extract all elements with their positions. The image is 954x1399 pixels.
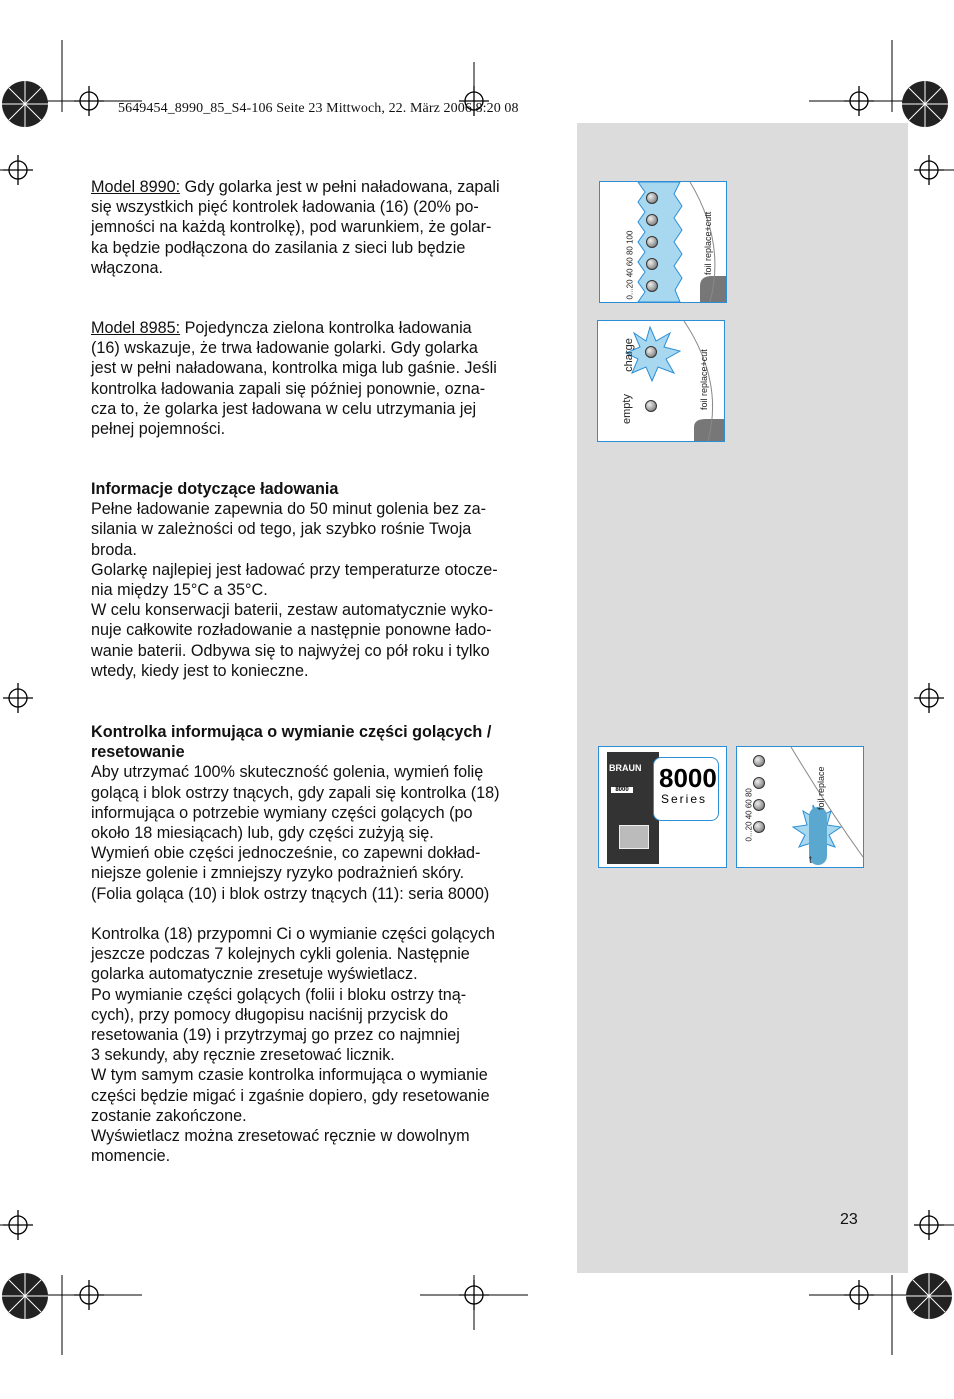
text-line: wtedy, kiedy jest to konieczne.	[91, 661, 309, 680]
text-line: wanie baterii. Odbywa się to najwyżej co pół roku i tylko	[91, 641, 490, 660]
text-line: cych), przy pomocy długopisu naciśnij przycisk do	[91, 1005, 449, 1024]
text-line: około 18 miesiącach) lub, gdy części zużyją się.	[91, 824, 434, 843]
section-model-8990	[91, 177, 551, 278]
fig1-scale-label: 0...20 40 60 80 100	[625, 230, 635, 300]
text-line: zostanie zakończone.	[91, 1106, 247, 1125]
brand-logo: BRAUN	[609, 763, 642, 773]
text-line: nia między 15°C a 35°C.	[91, 581, 268, 600]
foil-cassette-image	[619, 825, 649, 849]
section-model-8985	[91, 318, 551, 439]
fig4-side-label: foil replace	[816, 766, 826, 810]
text-line: informująca o potrzebie wymiany części golących (po	[91, 803, 473, 822]
print-header: 5649454_8990_85_S4-106 Seite 23 Mittwoch, 22. März 2006 8:20 08	[118, 101, 519, 116]
text-line: części będzie migać i zgaśnie dopiero, gdy resetowanie	[91, 1086, 490, 1105]
figure-foil-replace-indicator	[736, 746, 864, 868]
crosshair-tl	[74, 86, 104, 116]
led-20	[753, 821, 765, 833]
text-line: nuje całkowite rozładowanie a następnie ponowne łado-	[91, 621, 492, 640]
text-line: niejsze golenie i zmniejszy ryzyko podrażnień skóry.	[91, 864, 465, 883]
text-line: (16) wskazuje, że trwa ładowanie golarki. Gdy golarka	[91, 339, 478, 358]
text-line: Pojedyncza zielona kontrolka ładowania	[180, 319, 472, 337]
section-heading: Informacje dotyczące ładowania	[91, 480, 339, 498]
figure-charge-led-8985	[597, 320, 725, 442]
text-line: Golarkę najlepiej jest ładować przy temperaturze otocze-	[91, 560, 498, 579]
text-line: ka będzie podłączona do zasilania z sieci lub będzie	[91, 238, 466, 257]
led-80	[646, 214, 658, 226]
led-60	[646, 236, 658, 248]
text-line: W celu konserwacji baterii, zestaw automatycznie wyko-	[91, 601, 494, 620]
section-replace-reset	[91, 722, 551, 1166]
fig1-side-label: foil replace+cutt	[703, 211, 713, 275]
text-line: Kontrolka (18) przypomni Ci o wymianie części golących	[91, 925, 495, 944]
fig4-scale-label: 0...20 40 60 80	[744, 788, 754, 842]
text-line: cza to, że golarka jest ładowana w celu utrzymania jej	[91, 399, 477, 418]
text-line: 3 sekundy, aby ręcznie zresetować licznik.	[91, 1046, 395, 1065]
text-line: Gdy golarka jest w pełni naładowana, zapali	[180, 178, 500, 196]
text-line: (Folia goląca (10) i blok ostrzy tnących (11): seria 8000)	[91, 884, 490, 903]
series-word: Series	[661, 792, 708, 806]
text-line: jest w pełni naładowana, kontrolka miga lub gaśnie. Jeśli	[91, 359, 497, 378]
text-line: się wszystkich pięć kontrolek ładowania (16) (20% po-	[91, 198, 479, 217]
text-line: Aby utrzymać 100% skuteczność golenia, wymień folię	[91, 763, 484, 782]
text-line: resetowania (19) i przytrzymaj go przez co najmniej	[91, 1026, 460, 1045]
figure-charge-leds-8990	[599, 181, 727, 303]
page-number: 23	[840, 1211, 858, 1228]
text-line: broda.	[91, 540, 137, 559]
fig2-side-label: foil replace+cut	[699, 349, 709, 410]
section-heading: Kontrolka informująca o wymianie części golących /	[91, 723, 492, 741]
fig2-charge-label: charge	[622, 338, 635, 372]
text-line: Wymień obie części jednocześnie, co zapewni dokład-	[91, 844, 481, 863]
text-line: Wyświetlacz można zresetować ręcznie w dowolnym	[91, 1127, 470, 1146]
led-40	[646, 258, 658, 270]
text-line: Po wymianie części golących (folii i bloku ostrzy tną-	[91, 985, 467, 1004]
led-empty	[645, 400, 657, 412]
led-20	[646, 280, 658, 292]
fig4-edge-label: t	[809, 855, 812, 866]
figure-braun-8000-pack	[598, 746, 727, 868]
led-60	[753, 777, 765, 789]
text-line: jemności na każdą kontrolkę), pod warunkiem, że golar-	[91, 218, 492, 237]
section-heading: resetowanie	[91, 743, 185, 762]
text-line: jeszcze podczas 7 kolejnych cykli golenia. Następnie	[91, 945, 470, 964]
text-line: W tym samym czasie kontrolka informująca o wymianie	[91, 1066, 488, 1085]
blank-line	[91, 904, 551, 924]
text-line: silania w zależności od tego, jak szybko rośnie Twoja	[91, 520, 472, 539]
series-number: 8000	[659, 763, 717, 793]
text-line: golarka automatycznie zresetuje wyświetlacz.	[91, 965, 418, 984]
section-charging-info	[91, 479, 551, 681]
text-line: golącą i blok ostrzy tnących, gdy zapali się kontrolka (18)	[91, 783, 500, 802]
led-40	[753, 799, 765, 811]
text-line: pełnej pojemności.	[91, 420, 226, 439]
fig2-empty-label: empty	[620, 394, 633, 424]
text-line: momencie.	[91, 1147, 171, 1166]
led-80	[753, 755, 765, 767]
text-line: Pełne ładowanie zapewnia do 50 minut golenia bez za-	[91, 500, 487, 519]
led-100	[646, 192, 658, 204]
model-8990-label: Model 8990:	[91, 178, 181, 196]
led-charge	[645, 346, 657, 358]
text-line: kontrolka ładowania zapali się później ponownie, ozna-	[91, 379, 486, 398]
text-line: włączona.	[91, 258, 163, 277]
model-8985-label: Model 8985:	[91, 319, 181, 337]
pack-model-label: 8000	[611, 787, 633, 793]
